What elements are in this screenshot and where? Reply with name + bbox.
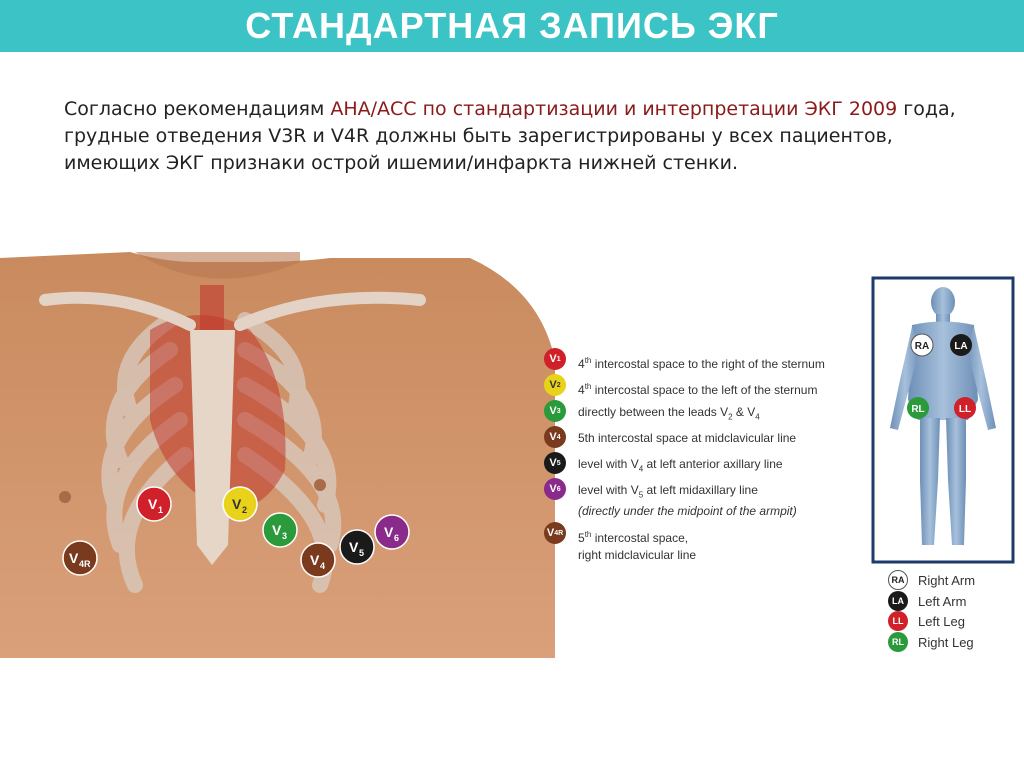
intro-text-end: года, грудные отведения V3R и V4R должны быть зарегистрированы у всех пациентов, имеющих ЭКГ признаки острой ишемии/инфаркта нижней стенки. xyxy=(64,98,956,174)
svg-text:4R: 4R xyxy=(79,559,91,569)
svg-text:4: 4 xyxy=(320,561,326,571)
torso-illustration xyxy=(0,252,555,658)
legend-badge-V4R: V 4R xyxy=(544,522,566,544)
limb-lead-figure xyxy=(873,278,1013,562)
legend-text-V5: level with $V_4$ at left anterior axillary line xyxy=(578,457,783,474)
legend-item-V4 xyxy=(544,430,796,448)
key-label-left-arm: Left Arm xyxy=(918,593,967,609)
legend-item-V2 xyxy=(544,378,817,399)
legend-badge-V3: V 3 xyxy=(544,400,566,422)
legend-text-V1: 4th intercostal space to the right of the sternum xyxy=(578,356,825,371)
legend-text-V4R: 5th intercostal space, right midclavicular line xyxy=(578,530,697,562)
key-label-right-arm: Right Arm xyxy=(918,572,976,588)
legend-badge-V4: V 4 xyxy=(544,426,566,448)
svg-text:V: V xyxy=(69,550,79,566)
lead-V1-marker xyxy=(137,487,171,521)
lead-V3-marker xyxy=(263,513,297,547)
lead-V2-marker xyxy=(223,487,257,521)
key-badge-RA: RA xyxy=(888,570,908,590)
key-badge-RL: RL xyxy=(888,632,908,652)
svg-text:RA: RA xyxy=(914,341,930,352)
svg-text:5: 5 xyxy=(359,548,365,558)
key-label-left-leg: Left Leg xyxy=(918,613,965,629)
lead-V5-marker xyxy=(340,530,374,564)
legend-item-V6 xyxy=(544,482,797,520)
key-badge-LA: LA xyxy=(888,591,908,611)
sternum xyxy=(190,330,235,565)
svg-text:LA: LA xyxy=(954,341,968,352)
lead-V4-marker xyxy=(301,543,335,577)
svg-text:V: V xyxy=(148,496,158,512)
limb-lead-LA xyxy=(950,334,972,356)
svg-text:2: 2 xyxy=(242,505,248,515)
svg-text:V: V xyxy=(272,522,282,538)
svg-text:1: 1 xyxy=(158,505,164,515)
legend-badge-V5: V 5 xyxy=(544,452,566,474)
legend-item-V5 xyxy=(544,456,783,477)
key-item-right-leg xyxy=(888,632,974,652)
legend-text-V6: level with $V_5$ at left midaxillary line (directly under the midpoint of the armpit) xyxy=(578,483,797,519)
svg-text:V: V xyxy=(349,539,359,555)
legend-item-V3 xyxy=(544,404,760,425)
svg-text:LL: LL xyxy=(958,404,972,415)
key-item-right-arm xyxy=(888,570,975,590)
legend-item-V4R xyxy=(544,526,696,564)
legend-item-V1 xyxy=(544,352,825,373)
svg-text:RL: RL xyxy=(911,404,925,415)
legend-text-V3: directly between the leads $V_2$ & $V_4$ xyxy=(578,405,760,422)
limb-lead-RA xyxy=(911,334,933,356)
key-label-right-leg: Right Leg xyxy=(918,634,974,650)
key-item-left-leg xyxy=(888,611,965,631)
legend-note-V6: (directly under the midpoint of the armpit) xyxy=(578,504,797,519)
legend-badge-V1: V 1 xyxy=(544,348,566,370)
key-badge-LL: LL xyxy=(888,611,908,631)
page-title: СТАНДАРТНАЯ ЗАПИСЬ ЭКГ xyxy=(245,5,779,46)
intro-highlight: АНА/АСС по стандартизации и интерпретации ЭКГ 2009 xyxy=(330,98,898,120)
svg-text:V: V xyxy=(384,524,394,540)
svg-text:V: V xyxy=(310,552,320,568)
lead-V6-marker xyxy=(375,515,409,549)
intro-text-start: Согласно рекомендациям xyxy=(64,98,331,120)
svg-text:V: V xyxy=(232,496,242,512)
legend-badge-V2: V 2 xyxy=(544,374,566,396)
lead-V4R-marker xyxy=(63,541,97,575)
legend-badge-V6: V 6 xyxy=(544,478,566,500)
key-item-left-arm xyxy=(888,591,966,611)
legend-text-V4: 5th intercostal space at midclavicular line xyxy=(578,431,797,445)
legend-text-V2: 4th intercostal space to the left of the sternum xyxy=(578,382,818,397)
limb-lead-RL xyxy=(907,397,929,419)
svg-text:3: 3 xyxy=(282,531,288,541)
limb-lead-LL xyxy=(954,397,976,419)
svg-text:6: 6 xyxy=(394,533,400,543)
